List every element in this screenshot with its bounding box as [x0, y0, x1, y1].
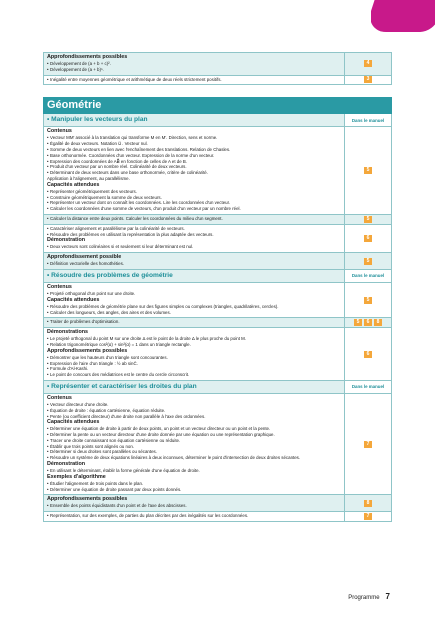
- level-badge: 4: [364, 60, 372, 67]
- page-number: 7: [385, 592, 390, 601]
- list-item: • Équation de droite : équation cartésienne, équation réduite.: [47, 408, 341, 414]
- list-item: • Établir que trois points sont alignés ou non.: [47, 444, 341, 450]
- ineq-item: • Inégalité entre moyennes géométrique et arithmétique de deux réels strictement positifs.: [47, 77, 341, 83]
- contenus-heading: Contenus: [47, 283, 72, 290]
- list-item: • Représentation, sur des exemples, de parties du plan décrites par des inégalités sur les coordonnées.: [47, 513, 341, 519]
- level-badge: 6: [364, 319, 372, 326]
- footer-label: Programme: [348, 595, 380, 601]
- list-item: • Définition vectorielle des homothéties.: [47, 261, 341, 267]
- list-item: • Déterminer une équation de droite passant par deux points donnés.: [47, 487, 341, 493]
- list-item: • Calculer les coordonnées d'une somme de vecteurs, d'un produit d'un vecteur par un nombre réel.: [47, 206, 341, 212]
- level-badge: 3: [364, 76, 372, 83]
- contenus-heading: Contenus: [47, 394, 72, 401]
- level-badge: 6: [364, 235, 372, 242]
- dans-le-manuel-label: Dans le manuel: [344, 114, 391, 126]
- list-extra: Application à l'alignement, au parallélisme.: [47, 175, 130, 181]
- top-block: [43, 52, 392, 85]
- demo-heading: Démonstrations: [47, 329, 89, 336]
- level-badge: 5: [364, 167, 372, 174]
- apro-heading: Approfondissement possible: [47, 254, 122, 261]
- demo-heading: Démonstration: [47, 461, 86, 468]
- program-content: [43, 52, 392, 522]
- level-badge: 8: [364, 500, 372, 507]
- section-title: Géométrie: [43, 97, 392, 114]
- part1-title: • Manipuler les vecteurs du plan: [47, 116, 148, 124]
- list-item: • Deux vecteurs sont colinéaires si et seulement si leur déterminant est nul.: [47, 244, 341, 250]
- list-item: • Le projeté orthogonal du point M sur une droite Δ est le point de la droite Δ le plus proche du point M.: [47, 336, 341, 342]
- apro-heading: Approfondissements possibles: [47, 496, 128, 503]
- list-item: • Caractériser alignement et parallélisme par la colinéarité de vecteurs.: [47, 226, 341, 232]
- level-badge: 6: [364, 351, 372, 358]
- list-item: • Calculer des longueurs, des angles, des aires et des volumes.: [47, 310, 341, 316]
- list-item: • Démontrer que les hauteurs d'un triangle sont concourantes.: [47, 355, 341, 361]
- capacites-heading: Capacités attendues: [47, 419, 100, 426]
- dans-le-manuel-label: Dans le manuel: [344, 381, 391, 393]
- list-item: • Représenter géométriquement des vecteurs.: [47, 189, 341, 195]
- list-item: • Déterminer si deux droites sont parallèles ou sécantes.: [47, 449, 341, 455]
- list-item: • Égalité de deux vecteurs. Notation u⃗ . Vecteur nul.: [47, 141, 341, 147]
- list-item: • Expression des coordonnées de AB⃗ en fonction de celles de A et de B.: [47, 159, 341, 165]
- list-item: • En utilisant le déterminant, établir la forme générale d'une équation de droite.: [47, 468, 341, 474]
- algo-heading: Exemples d'algorithme: [47, 473, 106, 480]
- demo-heading: Démonstration: [47, 237, 86, 244]
- level-badge: 8: [374, 319, 382, 326]
- list-item: • Représenter un vecteur dont on connaît les coordonnées. Lire les coordonnées d'un vecteur.: [47, 200, 341, 206]
- part3-title: • Représenter et caractériser les droites du plan: [47, 382, 197, 390]
- contenus-heading: Contenus: [47, 128, 72, 135]
- list-item: • Résoudre des problèmes de géométrie plane sur des figures simples ou complexes (triangles, quadrilatères, cercles).: [47, 304, 341, 310]
- dans-le-manuel-label: Dans le manuel: [344, 270, 391, 282]
- list-item: • Étudier l'alignement de trois points dans le plan.: [47, 481, 341, 487]
- page-footer: [348, 592, 390, 601]
- list-item: • Résoudre des problèmes en utilisant la représentation la plus adaptée des vecteurs.: [47, 232, 341, 238]
- list-item: • Pente (ou coefficient directeur) d'une droite non parallèle à l'axe des ordonnées.: [47, 414, 341, 420]
- apro-heading: Approfondissements possibles: [47, 347, 128, 354]
- list-item: • Le point de concours des médiatrices est le centre du cercle circonscrit.: [47, 372, 341, 378]
- list-item: • Ensemble des points équidistants d'un point et de l'axe des abscisses.: [47, 503, 341, 509]
- list-item: • Projeté orthogonal d'un point sur une droite.: [47, 291, 341, 297]
- apro-item: • Développement de (a + b)ⁿ.: [47, 67, 341, 73]
- list-item: • Déterminant de deux vecteurs dans une base orthonormée, critère de colinéarité.: [47, 170, 341, 176]
- apro-item: • Développement de (a + b + c)².: [47, 61, 341, 67]
- list-item: • Résoudre un système de deux équations linéaires à deux inconnues, déterminer le point d'intersection de deux droites sécantes.: [47, 455, 341, 461]
- apro-title: Approfondissements possibles: [47, 54, 128, 60]
- level-badge: 5: [354, 319, 362, 326]
- geometry-section: [43, 97, 392, 522]
- level-badge: 5: [364, 297, 372, 304]
- list-item: • Vecteur MM′ associé à la translation qui transforme M en M′. Direction, sens et norme.: [47, 135, 341, 141]
- corner-tab: [371, 0, 435, 34]
- list-item: • Traiter de problèmes d'optimisation.: [47, 319, 341, 325]
- level-badge: 5: [364, 216, 372, 223]
- part2-title: • Résoudre des problèmes de géométrie: [47, 271, 173, 279]
- list-item: • Somme de deux vecteurs en lien avec l'enchaînement des translations. Relation de Chasles.: [47, 147, 341, 153]
- level-badge: 7: [364, 441, 372, 448]
- capacites-heading: Capacités attendues: [47, 181, 100, 188]
- list-item: • Relation trigonométrique cos²(α) + sin²(α) = 1 dans un triangle rectangle.: [47, 342, 341, 348]
- list-item: • Expression de l'aire d'un triangle : ½ ab sinĈ.: [47, 361, 341, 367]
- list-item: • Vecteur directeur d'une droite.: [47, 402, 341, 408]
- list-item: • Formule d'Al-Kashi.: [47, 366, 341, 372]
- list-item: • Construire géométriquement la somme de deux vecteurs.: [47, 195, 341, 201]
- list-item: • Produit d'un vecteur par un nombre réel. Colinéarité de deux vecteurs.: [47, 164, 341, 170]
- list-item: • Tracer une droite connaissant son équation cartésienne ou réduite.: [47, 438, 341, 444]
- list-item: • Base orthonormée. Coordonnées d'un vecteur. Expression de la norme d'un vecteur.: [47, 153, 341, 159]
- list-item: • Déterminer la pente ou un vecteur directeur d'une droite donnée par une équation ou une représentation graphique.: [47, 432, 341, 438]
- level-badge: 5: [364, 258, 372, 265]
- list-item: • Déterminer une équation de droite à partir de deux points, un point et un vecteur directeur ou un point et la pente.: [47, 426, 341, 432]
- capacites-heading: Capacités attendues: [47, 296, 100, 303]
- list-item: • Calculer la distance entre deux points. Calculer les coordonnées du milieu d'un segment.: [47, 216, 341, 222]
- level-badge: 7: [364, 513, 372, 520]
